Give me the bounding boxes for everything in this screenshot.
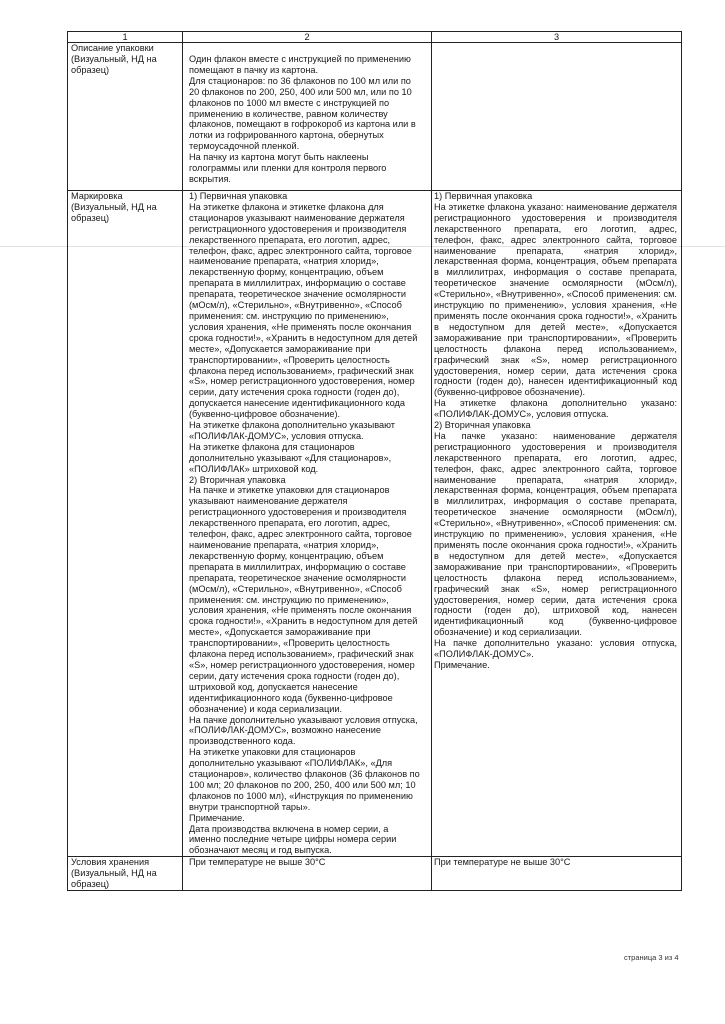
text-line: На пачку из картона могут быть наклеены (189, 152, 369, 163)
labelling-results (432, 191, 682, 857)
label-line: образец) (71, 64, 110, 75)
header-col-3: 3 (432, 32, 682, 43)
text-line: производственного кода. (189, 736, 296, 747)
text-line: обозначение) и кода сериализации. (189, 703, 343, 714)
row-label-labelling (68, 191, 183, 857)
text-line: именно последние четыре цифры номера серии (189, 834, 397, 845)
text-line: дополнительно указывают «ПОЛИФЛАК», «Для (189, 758, 393, 769)
text-line: внутри транспортной тары». (189, 801, 311, 812)
text-line: лекарственного препарата, его логотип, адрес, (189, 518, 391, 529)
text-line: штриховой код, допускается нанесение (189, 681, 358, 692)
storage-results (432, 857, 682, 891)
text-line: «S», номер регистрационного удостоверения, номер (189, 659, 415, 670)
storage-requirements (183, 857, 432, 891)
text-line: телефон, факс, адрес электронного сайта, торговое (189, 529, 412, 540)
labelling-requirements (183, 191, 432, 857)
text-line: «ПОЛИФЛАК-ДОМУС», возможно нанесение (189, 725, 381, 736)
text-line: лекарственную форму, концентрацию, объем (189, 550, 384, 561)
specification-table (67, 31, 682, 891)
text-line: телефон, факс, адрес электронного сайта, торговое (189, 245, 412, 256)
label-line: Условия хранения (71, 857, 150, 868)
text-line: дополнительно указывают «Для стационаров», (189, 452, 392, 463)
text-line: флакона перед использованием», графический знак (189, 365, 414, 376)
table-row-storage (68, 857, 682, 891)
text-line: условия хранения, «Не применять после окончания (189, 321, 412, 332)
text-line: месте», «Допускается замораживание при (189, 627, 371, 638)
text-line: (мОсм/л), «Стерильно», «Внутривенно», «Способ (189, 583, 402, 594)
text-line: 1) Первичная упаковка (189, 191, 288, 201)
text-paragraph: На пачке указано: наименование держателя регистрационного удостоверения и производителя лекарственного препарата, его логотип, адрес, телефон, факс, адрес электронного сайта, торговое наименование препарата, «натрия хлорид», лекарственная форма, концентрация, объем препарата в миллилитрах, информация о составе препарата, теоретическое значение осмолярности (мОсм/л), «Стерильно», «Внутривенно», «Способ применения: см. инструкцию по применению», условия хранения, «Не применять после окончания срока годности!», «Хранить в недоступном для детей месте», «Допускается замораживание при транспортировании», «Проверить целостность флакона перед использованием», графический знак «S», номер регистрационного удостоверения, номер серии, дата истечения срока годности (годен до), штриховой код, нанесен идентификационный код (буквенно-цифровое обозначение) и код сериализации. (434, 430, 677, 638)
text-line: идентификационного кода (буквенно-цифровое (189, 692, 393, 703)
text-line: «ПОЛИФЛАК» штриховой код. (189, 463, 319, 474)
label-line: (Визуальный, НД на (71, 201, 157, 212)
text-line: 2) Вторичная упаковка (189, 474, 286, 485)
packaging-requirements (183, 43, 432, 191)
text-line: На этикетке флакона для стационаров (189, 441, 355, 452)
text-line: (мОсм/л), «Стерильно», «Внутривенно», «Способ (189, 300, 402, 311)
label-line: образец) (71, 879, 110, 890)
text-line: термоусадочной пленкой. (189, 141, 300, 152)
text-line: наименование препарата, «натрия хлорид», (189, 256, 379, 267)
text-line: При температуре не выше 30°С (189, 857, 326, 868)
text-paragraph: 1) Первичная упаковка (434, 191, 533, 201)
text-paragraph: 2) Вторичная упаковка (434, 420, 531, 431)
text-line: транспортировании», «Проверить целостность (189, 354, 390, 365)
text-paragraph: На этикетке флакона указано: наименование держателя регистрационного удостоверения и производителя лекарственного препарата, его логотип, адрес, телефон, факс, адрес электронного сайта, торговое наименование препарата, «натрия хлорид», лекарственная форма, концентрация, объем препарата в миллилитрах, информация о составе препарата, теоретическое значение осмолярности (мОсм/л), «Стерильно», «Внутривенно», «Способ применения: см. инструкцию по применению», условия хранения, «Не применять после окончания срока годности!», «Хранить в недоступном для детей месте», «Допускается замораживание при транспортировании», «Проверить целостность флакона перед использованием», графический знак «S», номер регистрационного удостоверения, номер серии, дата истечения срока годности (годен до), нанесен идентификационный код (буквенно-цифровое обозначение). (434, 201, 677, 398)
row-label-packaging (68, 43, 183, 191)
text-line: препарата, теоретическое значение осмолярности (189, 289, 407, 300)
label-line: образец) (71, 212, 110, 223)
text-line: применения: см. инструкцию по применению», (189, 310, 389, 321)
page-number: страница 3 из 4 (624, 953, 679, 962)
header-col-1: 1 (68, 32, 183, 43)
text-line: препарата, теоретическое значение осмолярности (189, 572, 407, 583)
text-line: серии, дату истечения срока годности (годен до), (189, 387, 400, 398)
text-line: регистрационного удостоверения и производителя (189, 223, 407, 234)
text-line: стационаров», количество флаконов (36 флаконов по (189, 769, 420, 780)
text-line: условия хранения, «Не применять после окончания (189, 605, 412, 616)
text-line: Дата производства включена в номер серии, а (189, 823, 389, 834)
header-col-2: 2 (183, 32, 432, 43)
row-label-storage (68, 857, 183, 891)
text-line: регистрационного удостоверения и производителя (189, 507, 407, 518)
text-line: препарата в миллилитрах, информацию о составе (189, 561, 406, 572)
text-line: голограммы или пленки для контроля первого (189, 163, 387, 174)
text-line: На пачке дополнительно указывают условия отпуска, (189, 714, 418, 725)
text-line: срока годности!», «Хранить в недоступном для детей (189, 332, 418, 343)
text-line: флакона перед использованием», графический знак (189, 649, 414, 660)
text-paragraph: На пачке дополнительно указано: условия отпуска, «ПОЛИФЛАК-ДОМУС». (434, 638, 677, 660)
text-line: серии, дату истечения срока годности (годен до), (189, 670, 400, 681)
text-line: применения: см. инструкцию по применению», (189, 594, 389, 605)
text-line: обозначают месяц и год выпуска. (189, 845, 332, 856)
text-line: лекарственную форму, концентрацию, объем (189, 267, 384, 278)
text-paragraph: Примечание. (434, 659, 490, 670)
text-line: На этикетке флакона и этикетке флакона для (189, 201, 384, 212)
text-line: стационаров указывают наименование держателя (189, 212, 405, 223)
text-line: На этикетке упаковки для стационаров (189, 747, 356, 758)
packaging-results (432, 43, 682, 191)
text-line: «S», номер регистрационного удостоверения, номер (189, 376, 415, 387)
table-header-row (68, 32, 682, 43)
text-line: помещают в пачку из картона. (189, 64, 319, 75)
text-line: лотки из гофрированного картона, обернутых (189, 130, 384, 141)
label-line: Маркировка (71, 191, 123, 201)
table-row-labelling (68, 191, 682, 857)
text-line: наименование препарата, «натрия хлорид», (189, 540, 379, 550)
text-line: «ПОЛИФЛАК-ДОМУС», условия отпуска. (189, 430, 364, 441)
text-line: применению в количестве, равном количеству (189, 108, 388, 119)
text-line: допускается нанесение идентификационного кода (189, 398, 405, 409)
text-line: препарата в миллилитрах, информацию о составе (189, 278, 406, 289)
text-line: При температуре не выше 30°С (434, 857, 571, 868)
table-row-packaging (68, 43, 682, 191)
text-line: флаконов по 1000 мл вместе с инструкцией по (189, 97, 390, 108)
text-line: месте», «Допускается замораживание при (189, 343, 371, 354)
label-line: (Визуальный, НД на (71, 868, 157, 879)
text-line: 100 мл; 20 флаконов по 200, 250, 400 или 500 мл; 10 (189, 779, 416, 790)
text-line: (буквенно-цифровое обозначение). (189, 409, 341, 420)
text-line: На этикетке флакона дополнительно указывают (189, 420, 395, 431)
label-line: (Визуальный, НД на (71, 53, 157, 64)
text-line: флаконов, помещают в гофрокороб из картона или в (189, 119, 416, 130)
text-line: На пачке и этикетке упаковки для стационаров (189, 485, 390, 496)
text-line: 20 флаконов по 200, 250, 400 или 500 мл, или по 10 (189, 86, 412, 97)
label-line: Описание упаковки (71, 43, 154, 53)
text-line: указывают наименование держателя (189, 496, 348, 507)
text-line: транспортировании», «Проверить целостность (189, 638, 390, 649)
text-line: Примечание. (189, 812, 245, 823)
text-line: вскрытия. (189, 173, 231, 184)
text-line: лекарственного препарата, его логотип, адрес, (189, 234, 391, 245)
text-paragraph: На этикетке флакона дополнительно указано: «ПОЛИФЛАК-ДОМУС», условия отпуска. (434, 398, 677, 420)
text-line: срока годности!», «Хранить в недоступном для детей (189, 616, 418, 627)
text-line: Один флакон вместе с инструкцией по применению (189, 54, 411, 64)
text-line: Для стационаров: по 36 флаконов по 100 мл или по (189, 75, 411, 86)
text-line: флаконов по 1000 мл), «Инструкция по применению (189, 790, 413, 801)
